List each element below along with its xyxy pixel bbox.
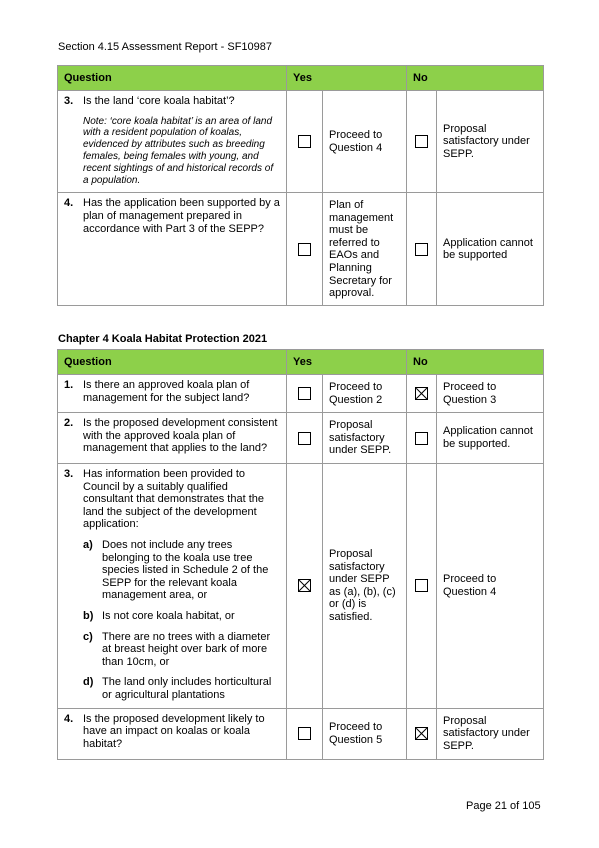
- yes-checkbox-cell: [287, 413, 323, 464]
- question-number: 4.: [64, 197, 74, 210]
- table-row: [58, 375, 544, 413]
- table-row: [58, 193, 544, 306]
- sub-item-letter: c): [83, 630, 93, 643]
- table-row: [58, 91, 544, 193]
- no-checkbox[interactable]: [415, 432, 428, 445]
- no-outcome: Proposal satisfactory under SEPP.: [437, 91, 544, 193]
- question-note: Note: ‘core koala habitat’ is an area of land with a resident population of koalas, evidenced by attributes such as breeding females, being females with young, and recent sightings of and historical records of a population.: [83, 115, 274, 186]
- sub-item-text: There are no trees with a diameter at breast height over bark of more than 10cm, or: [102, 630, 271, 668]
- no-outcome: Proposal satisfactory under SEPP.: [437, 708, 544, 759]
- question-cell: [58, 91, 287, 193]
- question-text: Is the land ‘core koala habitat’?: [83, 95, 235, 107]
- no-checkbox[interactable]: [415, 579, 428, 592]
- sub-item-letter: d): [83, 676, 94, 689]
- no-checkbox-cell: [407, 413, 437, 464]
- no-checkbox-checked[interactable]: [415, 387, 428, 400]
- question-cell: [58, 464, 287, 709]
- yes-checkbox-cell: [287, 375, 323, 413]
- yes-checkbox[interactable]: [298, 387, 311, 400]
- yes-checkbox-checked[interactable]: [298, 579, 311, 592]
- table-header-row: [58, 66, 544, 91]
- question-cell: [58, 375, 287, 413]
- no-outcome: Proceed to Question 3: [437, 375, 544, 413]
- question-cell: [58, 193, 287, 306]
- yes-checkbox[interactable]: [298, 243, 311, 256]
- table-header-row: [58, 350, 544, 375]
- sub-item: [83, 539, 280, 602]
- column-header-no: No: [407, 350, 544, 375]
- question-text: Has the application been supported by a plan of management prepared in accordance with Part 3 of the SEPP?: [83, 197, 280, 235]
- question-number: 1.: [64, 379, 74, 391]
- table-row: [58, 464, 544, 709]
- no-checkbox-cell: [407, 91, 437, 193]
- yes-checkbox-cell: [287, 708, 323, 759]
- table-row: [58, 413, 544, 464]
- sub-item-letter: b): [83, 609, 94, 622]
- yes-outcome: Proceed to Question 2: [323, 375, 407, 413]
- yes-outcome: Proceed to Question 5: [323, 708, 407, 759]
- no-checkbox-cell: [407, 193, 437, 306]
- yes-checkbox[interactable]: [298, 135, 311, 148]
- no-checkbox[interactable]: [415, 243, 428, 256]
- question-number: 3.: [64, 468, 74, 480]
- no-checkbox-checked[interactable]: [415, 727, 428, 740]
- no-checkbox-cell: [407, 375, 437, 413]
- yes-checkbox-cell: [287, 91, 323, 193]
- no-outcome: Application cannot be supported.: [437, 413, 544, 464]
- column-header-question: Question: [58, 66, 287, 91]
- question-number: 3.: [64, 95, 74, 107]
- sub-item-letter: a): [83, 538, 93, 551]
- yes-outcome: Proposal satisfactory under SEPP as (a), (b), (c) or (d) is satisfied.: [323, 464, 407, 709]
- column-header-yes: Yes: [287, 66, 407, 91]
- no-checkbox-cell: [407, 708, 437, 759]
- question-text: Is there an approved koala plan of management for the subject land?: [83, 379, 250, 404]
- page-number: Page 21 of 105: [466, 800, 541, 812]
- assessment-table-1: [57, 65, 544, 306]
- column-header-no: No: [407, 66, 544, 91]
- no-outcome: Proceed to Question 4: [437, 464, 544, 709]
- sub-item: [83, 610, 280, 623]
- column-header-yes: Yes: [287, 350, 407, 375]
- yes-outcome: Proceed to Question 4: [323, 91, 407, 193]
- question-text: Has information been provided to Council by a suitably qualified consultant that demonstrates that the land the subject of the development application:: [83, 468, 265, 531]
- no-checkbox-cell: [407, 464, 437, 709]
- sub-item: [83, 631, 280, 669]
- question-cell: [58, 413, 287, 464]
- question-cell: [58, 708, 287, 759]
- question-number: 2.: [64, 417, 74, 429]
- no-checkbox[interactable]: [415, 135, 428, 148]
- yes-checkbox[interactable]: [298, 432, 311, 445]
- question-text: Is the proposed development likely to have an impact on koalas or koala habitat?: [83, 712, 265, 750]
- sub-item: [83, 676, 280, 701]
- question-text: Is the proposed development consistent with the approved koala plan of management that applies to the land?: [83, 417, 278, 455]
- yes-checkbox-cell: [287, 464, 323, 709]
- sub-item-text: Is not core koala habitat, or: [102, 609, 235, 622]
- document-header: Section 4.15 Assessment Report - SF10987: [58, 41, 273, 53]
- column-header-question: Question: [58, 350, 287, 375]
- yes-outcome: Proposal satisfactory under SEPP.: [323, 413, 407, 464]
- assessment-table-2: [57, 349, 544, 760]
- section-heading: Chapter 4 Koala Habitat Protection 2021: [58, 333, 268, 345]
- yes-outcome: Plan of management must be referred to EAOs and Planning Secretary for approval.: [323, 193, 407, 306]
- yes-checkbox[interactable]: [298, 727, 311, 740]
- sub-item-text: The land only includes horticultural or agricultural plantations: [102, 676, 272, 701]
- question-number: 4.: [64, 712, 74, 725]
- yes-checkbox-cell: [287, 193, 323, 306]
- table-row: [58, 708, 544, 759]
- sub-item-text: Does not include any trees belonging to the koala use tree species listed in Schedule 2 of the SEPP for the relevant koala management area, or: [102, 538, 269, 602]
- no-outcome: Application cannot be supported: [437, 193, 544, 306]
